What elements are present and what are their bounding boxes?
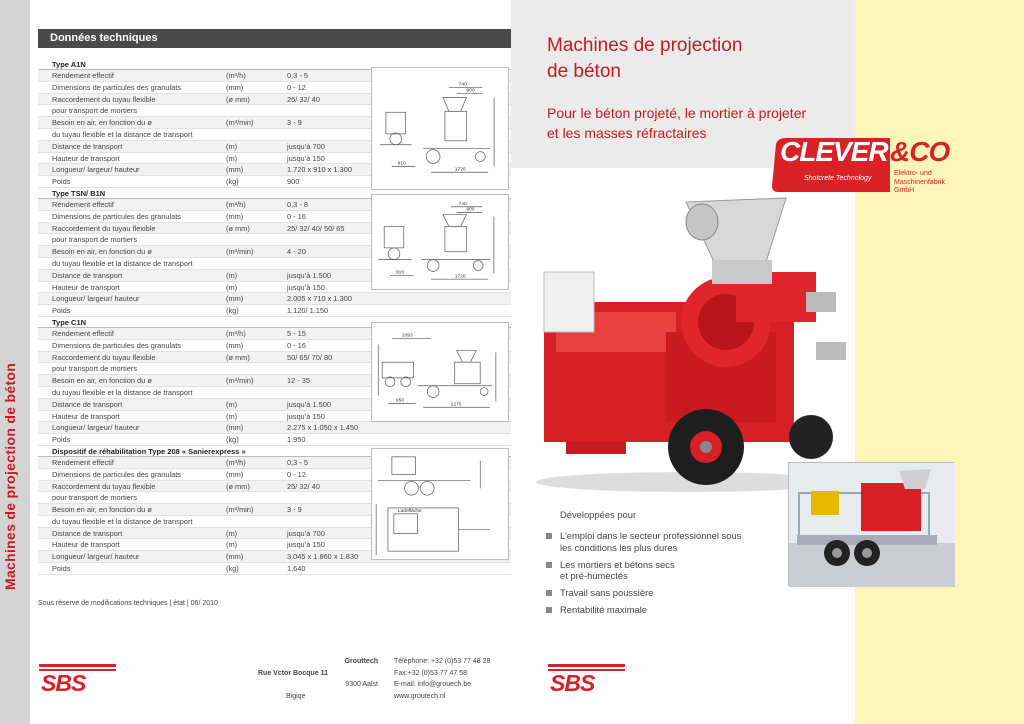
developed-for-heading: Développées pour <box>560 509 637 520</box>
spec-unit: (mm) <box>226 340 244 350</box>
spec-value: 1.120/ 1.150 <box>287 306 329 316</box>
spec-label: Dimensions de particules des granulats <box>52 211 181 221</box>
feature-text: Rentabilité maximale <box>560 604 648 615</box>
spec-label: Distance de transport <box>52 141 123 151</box>
square-bullet-icon <box>546 562 552 568</box>
spec-value: 3 - 9 <box>287 505 302 515</box>
dim-label: 910 <box>397 161 406 167</box>
spec-label: Longueur/ largeur/ hauteur <box>52 294 140 304</box>
dim-label: 910 <box>395 270 405 276</box>
street: Rue Vctor Bocque 11 <box>258 669 329 677</box>
dim-label: Ladefläche <box>397 508 422 514</box>
spec-label: Rendement effectif <box>52 71 114 80</box>
spec-unit: (m) <box>226 282 238 292</box>
contact-details <box>394 656 490 703</box>
spec-unit: (m³/min) <box>226 118 254 128</box>
dim-label: 740 <box>458 82 467 88</box>
spec-value: jusqu’à 150 <box>287 411 325 421</box>
spec-value: 5 - 15 <box>287 328 306 338</box>
dim-label: 950 <box>395 398 405 404</box>
sbs-logo-text: SBS <box>550 670 595 696</box>
machine-photo <box>516 192 854 494</box>
spec-unit: (kg) <box>226 177 239 187</box>
spec-unit: (m) <box>226 411 238 421</box>
clever-company-text <box>894 170 945 196</box>
spec-unit: (mm) <box>226 82 244 92</box>
sbs-logo <box>39 664 116 694</box>
dim-label: 1093 <box>401 333 413 339</box>
spec-value: 3 - 9 <box>287 118 302 128</box>
type-block-sanierexpress <box>38 446 511 575</box>
spec-label: Hauteur de transport <box>52 282 120 292</box>
tech-data-table <box>38 59 511 575</box>
type-title: Type TSN/ B1N <box>38 188 511 199</box>
spec-label: Raccordement du tuyau flexible <box>52 352 156 362</box>
spec-label: Raccordement du tuyau flexible <box>52 223 156 233</box>
spec-unit: (ø mm) <box>226 352 250 362</box>
email-link[interactable]: E-mail: info@grouech.be <box>394 681 472 689</box>
spec-label: Distance de transport <box>52 270 123 280</box>
dim-label: 900 <box>466 88 475 94</box>
technical-drawing-c1n <box>371 322 509 422</box>
spec-unit: (mm) <box>226 165 244 175</box>
spec-label: Besoin en air, en fonction du ø <box>52 247 152 257</box>
dim-label: 900 <box>466 207 475 213</box>
spec-value: 0 - 12 <box>287 469 306 479</box>
feature-text: L’emploi dans le secteur professionnel sous <box>560 530 742 541</box>
page-title <box>547 33 742 85</box>
spec-value: 25/ 32/ 40 <box>287 481 320 491</box>
type-title: Type A1N <box>38 59 511 70</box>
square-bullet-icon <box>546 607 552 613</box>
list-item <box>545 530 785 553</box>
footnote: Sous réserve de modifications techniques | état | 06/ 2010 <box>38 600 218 607</box>
spec-value: 900 <box>287 177 300 187</box>
spec-label: Dimensions de particules des granulats <box>52 82 181 92</box>
spec-unit: (ø mm) <box>226 94 250 104</box>
spec-value: 0 - 16 <box>287 340 306 350</box>
phone: Téléphone: +32 (0)53 77 48 28 <box>394 658 491 665</box>
spec-unit: (kg) <box>226 564 239 574</box>
spec-value: 12 - 35 <box>287 376 311 386</box>
spec-label: Poids <box>52 177 71 187</box>
spec-value: 50/ 65/ 70/ 80 <box>287 352 333 362</box>
spec-value: 3.045 x 1.860 x 1.830 <box>287 552 359 562</box>
spec-value: jusqu’à 700 <box>287 528 325 538</box>
spec-label: pour transport de mortiers <box>52 235 138 245</box>
spec-value: 4 - 20 <box>287 247 306 257</box>
clever-side-line: Elektro- und <box>894 170 932 177</box>
list-item <box>545 587 785 599</box>
spec-row <box>38 422 511 434</box>
trailer-drawing-icon <box>372 449 508 559</box>
spec-label: Poids <box>52 435 71 445</box>
spec-label: Rendement effectif <box>52 199 114 209</box>
spec-unit: (ø mm) <box>226 223 250 233</box>
shotcrete-machine-image <box>516 192 854 494</box>
spec-unit: (m) <box>226 399 238 409</box>
vertical-side-title: Machines de projection de béton <box>2 362 18 590</box>
technical-drawing-sanierexpress <box>371 448 509 560</box>
spec-value: 0 - 12 <box>287 82 306 92</box>
spec-value: 25/ 32/ 40 <box>287 94 320 104</box>
spec-label: pour transport de mortiers <box>52 106 138 116</box>
spec-unit: (m) <box>226 153 238 163</box>
page-title-line1: Machines de projection <box>547 35 743 56</box>
spec-label: Dimensions de particules des granulats <box>52 340 181 350</box>
spec-unit: (mm) <box>226 423 244 433</box>
spec-unit: (m³/h) <box>226 328 246 338</box>
spec-label: Longueur/ largeur/ hauteur <box>52 552 140 562</box>
spec-unit: (mm) <box>226 552 244 562</box>
country: Bigiqe <box>286 693 306 701</box>
spec-label: pour transport de mortiers <box>52 493 138 503</box>
dim-label: 1720 <box>454 274 466 280</box>
spec-label: Distance de transport <box>52 399 123 409</box>
type-block-tsn-b1n <box>38 188 511 317</box>
spec-label: du tuyau flexible et la distance de transport <box>52 387 193 397</box>
spec-unit: (m) <box>226 528 238 538</box>
contact-address <box>258 656 378 703</box>
clever-side-line: GmbH <box>894 187 915 194</box>
spec-value: 1.720 x 910 x 1.300 <box>287 165 352 175</box>
feature-text: les conditions les plus dures <box>560 541 678 553</box>
spec-label: Raccordement du tuyau flexible <box>52 481 156 491</box>
spec-value: 1.950 <box>287 435 306 445</box>
list-item <box>545 604 785 616</box>
spec-value: 2.275 x 1.050 x 1.450 <box>287 423 359 433</box>
spec-unit: (ø mm) <box>226 481 250 491</box>
tech-data-header: Données techniques <box>38 29 511 48</box>
subtitle-line2: et les masses réfractaires <box>547 125 707 141</box>
technical-drawing-tsn <box>371 194 509 290</box>
spec-label: Rendement effectif <box>52 457 114 467</box>
spec-unit: (m³/h) <box>226 199 246 209</box>
fax: Fax:+32 (0)53 77 47 58 <box>394 669 467 677</box>
spec-label: Rendement effectif <box>52 328 114 338</box>
spec-unit: (m³/h) <box>226 457 246 467</box>
spec-label: Besoin en air, en fonction du ø <box>52 118 152 128</box>
city: 9300 Aalst <box>345 681 378 689</box>
spec-value: jusqu’à 1.500 <box>287 399 331 409</box>
spec-value: jusqu’à 150 <box>287 282 325 292</box>
square-bullet-icon <box>546 590 552 596</box>
dim-label: 740 <box>458 201 467 207</box>
spec-value: 0,3 - 5 <box>287 457 308 467</box>
clever-tagline: Shotcrete Technology <box>804 175 872 182</box>
spec-value: 0,3 - 8 <box>287 199 308 209</box>
type-block-a1n <box>38 59 511 188</box>
square-bullet-icon <box>546 533 552 539</box>
technical-drawing-a1n <box>371 67 509 190</box>
feature-text: Travail sans poussière <box>560 587 654 598</box>
spec-label: Hauteur de transport <box>52 153 120 163</box>
machine-drawing-icon <box>372 195 508 289</box>
spec-unit: (m) <box>226 540 238 550</box>
spec-value: jusqu’à 150 <box>287 540 325 550</box>
dim-label: 2275 <box>450 402 462 408</box>
list-item <box>545 559 785 582</box>
machine-drawing-icon <box>372 68 508 189</box>
sanierexpress-trailer-image <box>789 463 955 587</box>
spec-unit: (m³/min) <box>226 505 254 515</box>
spec-label: du tuyau flexible et la distance de transport <box>52 129 193 139</box>
spec-row <box>38 434 511 446</box>
clever-co-logo <box>770 136 966 198</box>
spec-label: Besoin en air, en fonction du ø <box>52 376 152 386</box>
page-subtitle <box>547 103 806 143</box>
spec-label: Longueur/ largeur/ hauteur <box>52 423 140 433</box>
spec-value: 1.640 <box>287 564 306 574</box>
spec-label: Poids <box>52 306 71 316</box>
spec-label: Distance de transport <box>52 528 123 538</box>
type-block-c1n <box>38 317 511 446</box>
clever-side-line: Maschinenfabrik <box>894 178 945 186</box>
spec-unit: (m) <box>226 270 238 280</box>
spec-unit: (m³/min) <box>226 247 254 257</box>
spec-label: Dimensions de particules des granulats <box>52 469 181 479</box>
dim-label: 1720 <box>454 167 466 173</box>
spec-label: du tuyau flexible et la distance de transport <box>52 258 193 268</box>
spec-row <box>38 305 511 317</box>
spec-unit: (kg) <box>226 435 239 445</box>
spec-label: Raccordement du tuyau flexible <box>52 94 156 104</box>
type-title: Type C1N <box>38 317 511 328</box>
spec-unit: (m³/min) <box>226 376 254 386</box>
spec-unit: (kg) <box>226 306 239 316</box>
spec-row <box>38 563 511 575</box>
spec-unit: (mm) <box>226 294 244 304</box>
spec-label: du tuyau flexible et la distance de transport <box>52 516 193 526</box>
spec-unit: (m³/h) <box>226 71 246 80</box>
spec-unit: (mm) <box>226 469 244 479</box>
company-name: Grouttech <box>344 658 378 665</box>
trailer-photo <box>788 462 954 586</box>
spec-value: jusqu’à 150 <box>287 153 325 163</box>
feature-list <box>545 530 785 621</box>
yellow-column <box>855 0 1024 724</box>
spec-value: 0 - 16 <box>287 211 306 221</box>
spec-label: Longueur/ largeur/ hauteur <box>52 165 140 175</box>
page-title-line2: de béton <box>547 61 621 82</box>
spec-label: Besoin en air, en fonction du ø <box>52 505 152 515</box>
spec-value: jusqu’à 1.500 <box>287 270 331 280</box>
spec-row <box>38 293 511 305</box>
machine-drawing-icon <box>372 323 508 421</box>
spec-label: Hauteur de transport <box>52 411 120 421</box>
spec-value: 0,3 - 5 <box>287 71 308 80</box>
sbs-logo-text: SBS <box>41 670 86 696</box>
spec-label: Hauteur de transport <box>52 540 120 550</box>
clever-brand: CLEVER <box>780 136 888 167</box>
spec-unit: (m) <box>226 141 238 151</box>
type-title: Dispositif de réhabilitation Type 208 « Sanierexpress » <box>38 446 511 457</box>
spec-value: jusqu’à 700 <box>287 141 325 151</box>
sbs-logo <box>548 664 625 694</box>
feature-text: et pré-humectés <box>560 570 628 581</box>
spec-value: 2.005 x 710 x 1.300 <box>287 294 352 304</box>
subtitle-line1: Pour le béton projeté, le mortier à projeter <box>547 105 807 121</box>
spec-value: 25/ 32/ 40/ 50/ 65 <box>287 223 345 233</box>
spec-label: pour transport de mortiers <box>52 364 138 374</box>
spec-label: Poids <box>52 564 71 574</box>
clever-amp: &CO <box>890 136 950 167</box>
feature-text: Les mortiers et bétons secs <box>560 558 675 570</box>
website-link[interactable]: www.groutech.nl <box>394 693 446 701</box>
spec-unit: (mm) <box>226 211 244 221</box>
